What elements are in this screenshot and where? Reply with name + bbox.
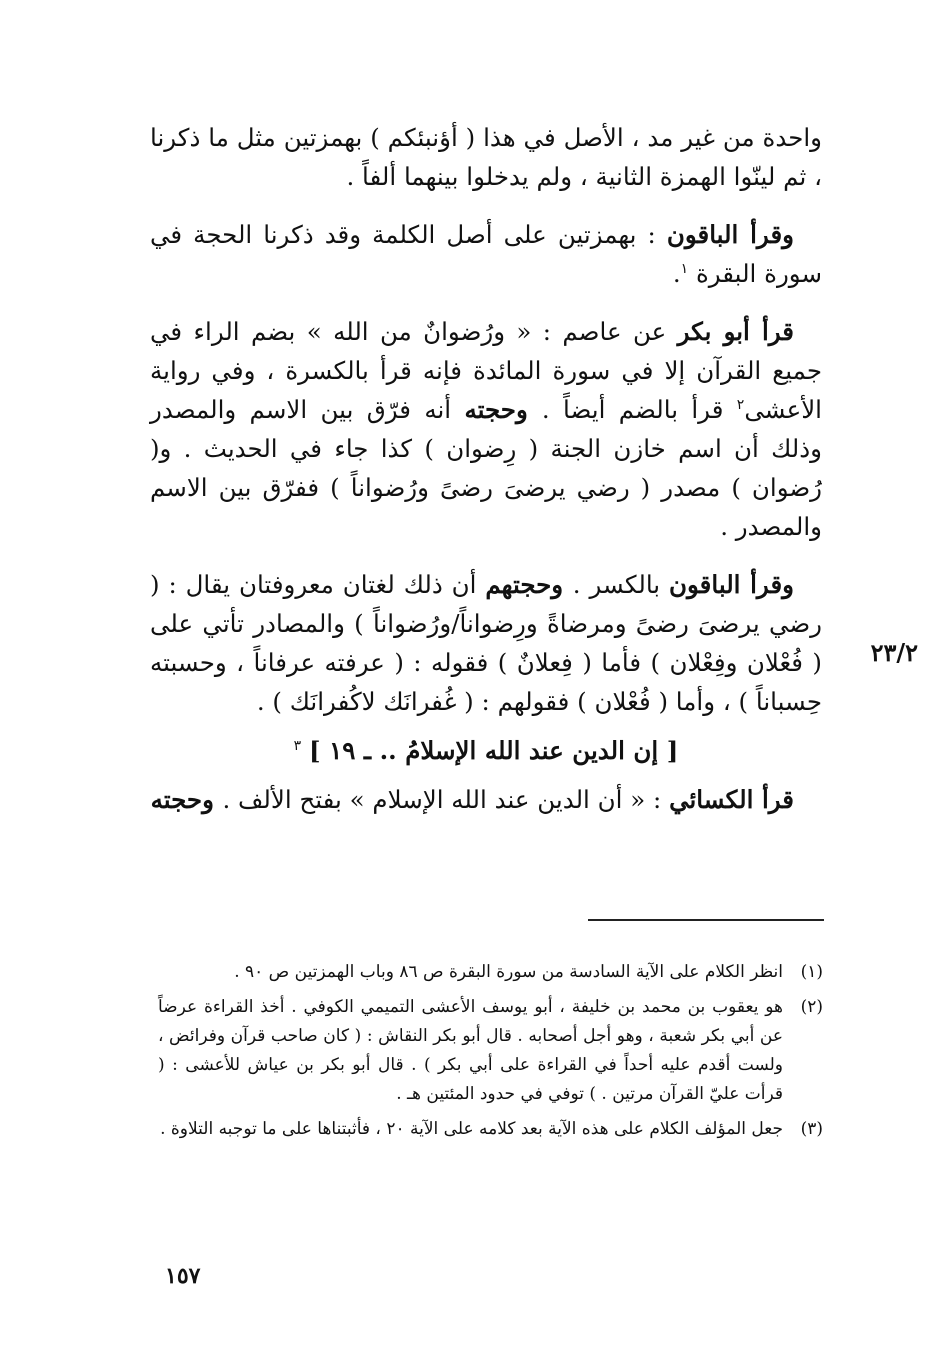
reader-label: وقرأ الباقون (666, 220, 794, 249)
footnote-1 (158, 958, 823, 987)
paragraph-2-text: : بهمزتين على أصل الكلمة وقد ذكرنا الحجة في سورة البقرة (150, 220, 822, 288)
footnote-2 (158, 993, 823, 1109)
footnote-ref-1[interactable]: ١ (680, 260, 689, 277)
paragraph-5: قرأ الكسائي : « أن الدين عند الله الإسلام » بفتح الألف . وحجته (150, 785, 794, 814)
paragraph-1-text: واحدة من غير مد ، الأصل في هذا ( أؤنبئكم ) بهمزتين مثل ما ذكرنا ، ثم لينّوا الهمزة الثانية ، ولم يدخلوا بينهما ألفاً . (150, 123, 822, 191)
paragraph-3: قرأ أبو بكر عن عاصم : « ورُضوانٌ من الله » بضم الراء في جميع القرآن إلا في سورة المائدة فإنه قرأ بالكسرة ، وفي رواية الأعشى$^٢$ قرأ بالضم أيضاً . وحجته أنه فرّق بين الاسم والمصدر وذلك أن اسم خازن الجنة ( رِضوان ) كذا جاء في الحديث . و( رُضوان ) مصدر ( رضي يرضىَ رضىً ورُضواناً ) ففرّق بين الاسم والمصدر . (150, 317, 822, 541)
footnote-number: (٢) (800, 997, 823, 1017)
argument-label: وحجته (150, 785, 223, 814)
footnote-number: (١) (800, 962, 823, 982)
reader-label: قرأ الكسائي (669, 785, 794, 814)
footnote-text: انظر الكلام على الآية السادسة من سورة البقرة ص ٨٦ وباب الهمزتين ص ٩٠ . (234, 962, 783, 982)
reader-label: قرأ أبو بكر (677, 317, 794, 346)
main-text (150, 118, 822, 819)
paragraph-4: وقرأ الباقون بالكسر . وحجتهم أن ذلك لغتان معروفتان يقال : ( رضي يرضىَ رضىً ومرضاةً ورِضواناً/ورُضواناً ) والمصادر تأتي على ( فُعْلان وفِعْلان ) فأما ( فِعلانٌ ) فقوله : ( عرفته عرفاناً ، وحسبته حِسباناً ) ، وأما ( فُعْلان ) فقولهم : ( غُفرانَك لاكُفرانَك ) . (150, 570, 822, 716)
footnote-divider (588, 919, 824, 921)
footnote-ref-2[interactable]: ٢ (736, 396, 745, 413)
footnote-text: هو يعقوب بن محمد بن خليفة ، أبو يوسف الأعشى التميمي الكوفي . أخذ القراءة عرضاً عن أبي بكر شعبة ، وهو أجل أصحابه . قال أبو بكر النقاش : ( كان صاحب قرآن وفرائض ، ولست أقدم عليه أحداً في القراءة على أبي بكر ) . قال أبو بكر بن عياش للأعشى : ( قرأت عليّ القرآن مرتين . ) توفي في حدود المئتين هـ . (158, 997, 783, 1104)
reader-label: وقرأ الباقون (669, 570, 794, 599)
paragraph-1 (150, 118, 822, 196)
argument-label: وحجتهم (485, 570, 573, 599)
verse-heading (150, 731, 822, 770)
paragraph-2: وقرأ الباقون : بهمزتين على أصل الكلمة وقد ذكرنا الحجة في سورة البقرة $^١$. (150, 220, 822, 288)
verse-heading-text: [ إن الدين عند الله الإسلامُ .. ـ ١٩ ] (308, 736, 679, 765)
margin-note: ٢٣/٢ (870, 638, 918, 667)
footnotes (158, 958, 823, 1150)
footnote-3 (158, 1115, 823, 1144)
page-number: ١٥٧ (165, 1263, 201, 1289)
footnote-number: (٣) (800, 1119, 823, 1139)
footnote-ref-3[interactable]: ٣ (293, 737, 302, 754)
argument-label: وحجته (464, 395, 542, 424)
footnote-text: جعل المؤلف الكلام على هذه الآية بعد كلامه على الآية ٢٠ ، فأثبتناها على ما توجبه التلاوة . (160, 1119, 783, 1139)
